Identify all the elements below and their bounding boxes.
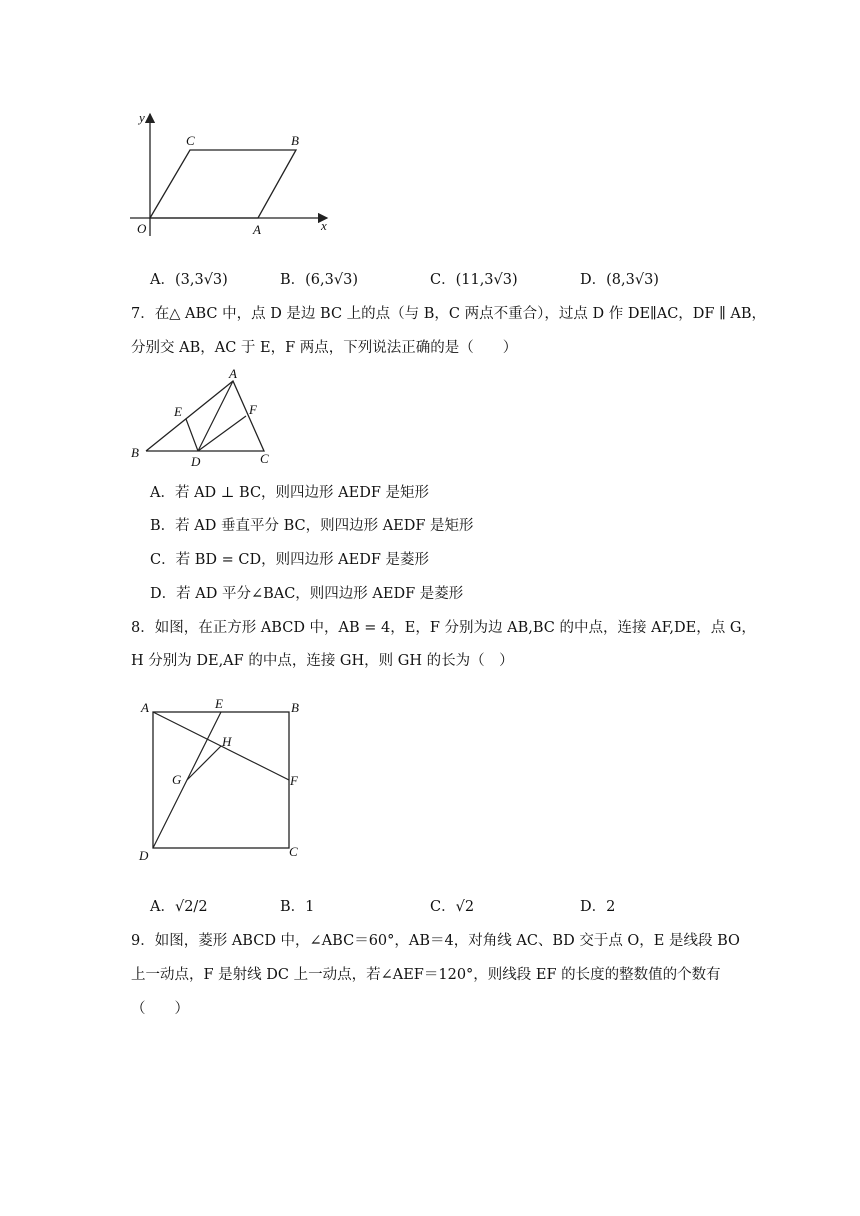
label-F: F	[249, 402, 257, 417]
label-E: E	[215, 696, 223, 711]
q8-option-c: C．√2	[430, 899, 475, 915]
segment-GH	[187, 746, 221, 780]
label-B: B	[131, 445, 139, 460]
q6-option-c: C．(11,3√3)	[430, 272, 518, 288]
q6-parallelogram-figure	[125, 108, 340, 238]
label-B: B	[291, 133, 299, 148]
label-x: x	[321, 218, 327, 233]
triangle-ABC	[146, 381, 264, 451]
q7-option-a: A．若 AD ⊥ BC，则四边形 AEDF 是矩形	[150, 485, 430, 501]
q7-stem-line1: 7．在△ ABC 中，点 D 是边 BC 上的点（与 B，C 两点不重合），过点 D 作 DE∥AC，DF ∥ AB，	[131, 306, 767, 322]
q6-option-a: A．(3,3√3)	[150, 272, 228, 288]
q6-option-b: B．(6,3√3)	[280, 272, 358, 288]
q9-stem-line1: 9．如图，菱形 ABCD 中，∠ABC＝60°，AB＝4，对角线 AC、BD 交于点 O，E 是线段 BO	[131, 933, 740, 949]
q9-stem-line2: 上一动点，F 是射线 DC 上一动点，若∠AEF＝120°，则线段 EF 的长度的整数值的个数有	[131, 967, 721, 983]
label-A: A	[253, 222, 261, 237]
q8-option-b: B．1	[280, 899, 315, 915]
q8-option-d: D．2	[580, 899, 616, 915]
label-A: A	[229, 366, 237, 381]
q7-option-b: B．若 AD 垂直平分 BC，则四边形 AEDF 是矩形	[150, 518, 474, 534]
label-H: H	[222, 734, 232, 749]
q8-stem-line1: 8．如图，在正方形 ABCD 中，AB = 4，E，F 分别为边 AB,BC 的中点，连接 AF,DE，点 G，	[131, 620, 756, 636]
label-O: O	[137, 221, 147, 236]
q8-option-a: A．√2/2	[150, 899, 208, 915]
label-D: D	[139, 848, 149, 863]
label-y: y	[139, 110, 145, 125]
label-G: G	[172, 772, 182, 787]
q7-option-d: D．若 AD 平分∠BAC，则四边形 AEDF 是菱形	[150, 586, 464, 602]
q8-square-figure	[135, 694, 315, 864]
label-C: C	[260, 451, 269, 466]
q7-option-c: C．若 BD = CD，则四边形 AEDF 是菱形	[150, 552, 430, 568]
segment-DF	[198, 416, 246, 451]
q9-stem-line3: （ ）	[131, 1001, 189, 1017]
label-E: E	[174, 404, 182, 419]
label-F: F	[290, 773, 298, 788]
label-C: C	[186, 133, 195, 148]
label-B: B	[291, 700, 299, 715]
segment-AD	[198, 381, 233, 451]
label-D: D	[191, 454, 201, 468]
q6-option-d: D．(8,3√3)	[580, 272, 659, 288]
label-C: C	[289, 844, 298, 859]
label-A: A	[141, 700, 149, 715]
parallelogram-OABC	[150, 150, 296, 218]
q7-stem-line2: 分别交 AB，AC 于 E，F 两点，下列说法正确的是（ ）	[131, 340, 518, 356]
segment-DE	[186, 419, 198, 451]
q7-triangle-figure	[128, 366, 280, 468]
q8-stem-line2: H 分别为 DE,AF 的中点，连接 GH，则 GH 的长为（ ）	[131, 653, 514, 669]
